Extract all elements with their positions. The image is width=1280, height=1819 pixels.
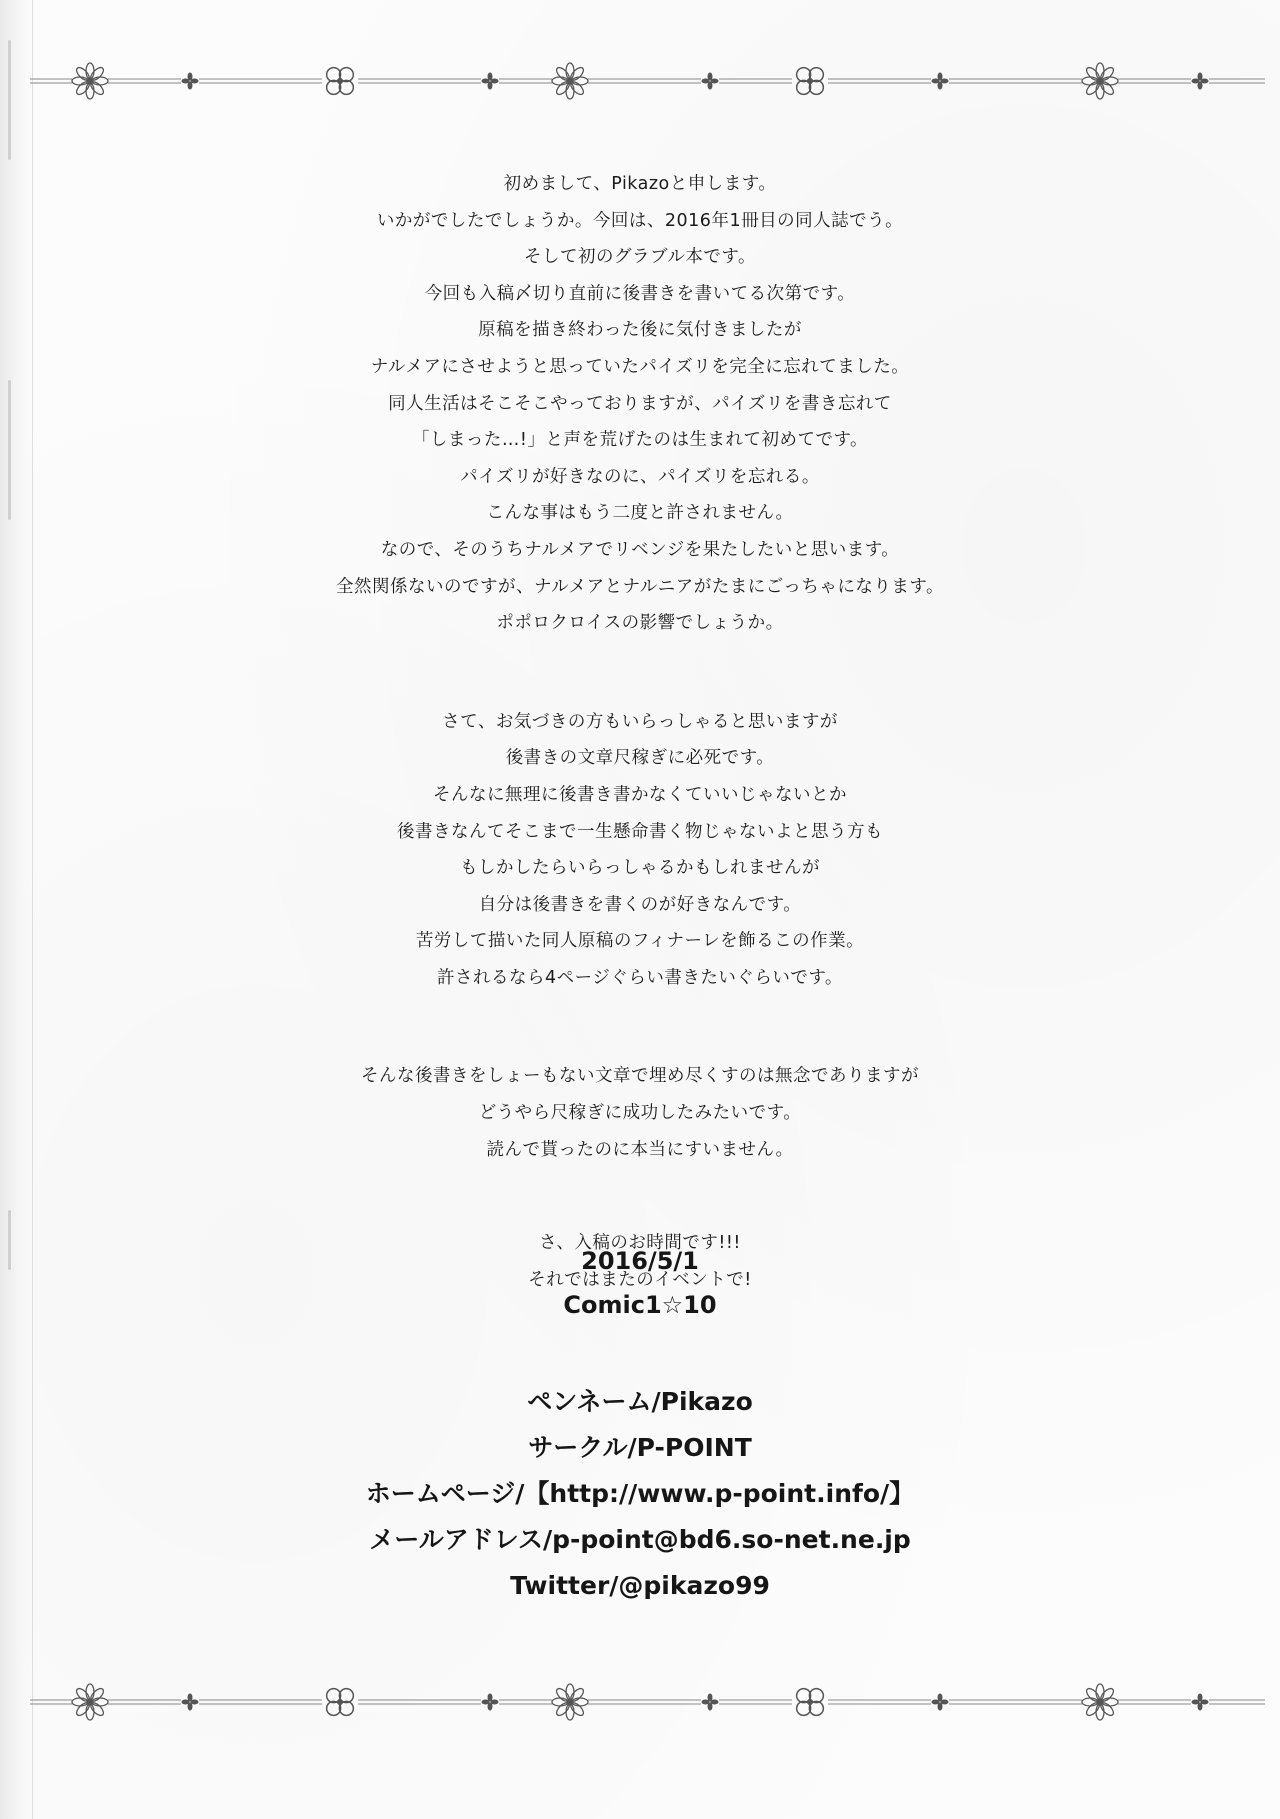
flower-ornament-icon bbox=[72, 1684, 108, 1720]
text-line: 初めまして、Pikazoと申します。 bbox=[503, 174, 777, 194]
text-line: ナルメアにさせようと思っていたパイズリを完全に忘れてました。 bbox=[370, 356, 910, 377]
text-line: そんな後書きをしょーもない文章で埋め尽くすのは無念でありますが bbox=[361, 1066, 919, 1087]
text-line: そんなに無理に後書き書かなくていいじゃないとか bbox=[433, 784, 847, 805]
text-line: そして初のグラブル本です。 bbox=[524, 247, 756, 268]
text-line: 今回も入稿〆切り直前に後書きを書いてる次第です。 bbox=[424, 283, 856, 304]
binding-mark bbox=[8, 40, 11, 160]
text-line: 苦労して描いた同人原稿のフィナーレを飾るこの作業。 bbox=[415, 931, 865, 952]
colophon bbox=[0, 1239, 1280, 1327]
paragraph-spacer bbox=[0, 642, 1280, 704]
text-line: ポポロクロイスの影響でしょうか。 bbox=[496, 613, 784, 634]
paragraph-3 bbox=[0, 1058, 1280, 1168]
dot-ornament-icon bbox=[482, 73, 499, 90]
knot-ornament-icon bbox=[794, 65, 827, 98]
text-line: それではまたのイベントで! bbox=[528, 1269, 752, 1290]
pen-name: ペンネーム/Pikazo bbox=[527, 1387, 753, 1416]
flower-ornament-icon bbox=[1082, 63, 1118, 99]
dot-ornament-icon bbox=[702, 1694, 719, 1711]
text-line: こんな事はもう二度と許されません。 bbox=[486, 503, 794, 524]
homepage-link: ホームページ/【http://www.p-point.info/】 bbox=[365, 1479, 915, 1508]
circle-name: サークル/P-POINT bbox=[528, 1433, 752, 1462]
paragraph-2 bbox=[0, 704, 1280, 997]
knot-ornament-icon bbox=[794, 1686, 827, 1719]
flower-ornament-icon bbox=[30, 59, 1265, 103]
text-line: もしかしたらいらっしゃるかもしれませんが bbox=[460, 858, 820, 879]
text-line: さて、お気づきの方もいらっしゃると思いますが bbox=[442, 711, 838, 732]
text-line: 後書きの文章尺稼ぎに必死です。 bbox=[505, 748, 775, 769]
dot-ornament-icon bbox=[1192, 1694, 1209, 1711]
text-line: さ、入稿のお時間です!!! bbox=[539, 1233, 741, 1254]
dot-ornament-icon bbox=[482, 1694, 499, 1711]
event-name: Comic1☆10 bbox=[563, 1291, 717, 1319]
text-line: 原稿を描き終わった後に気付きましたが bbox=[478, 320, 802, 341]
flower-ornament-icon bbox=[552, 1684, 588, 1720]
dot-ornament-icon bbox=[932, 73, 949, 90]
flower-ornament-icon bbox=[552, 63, 588, 99]
text-line: どうやら尺稼ぎに成功したみたいです。 bbox=[478, 1103, 802, 1124]
flower-ornament-icon bbox=[1082, 1684, 1118, 1720]
email-address: メールアドレス/p-point@bd6.so-net.ne.jp bbox=[369, 1525, 911, 1554]
credits bbox=[0, 1379, 1280, 1609]
dot-ornament-icon bbox=[182, 73, 199, 90]
twitter-handle: Twitter/@pikazo99 bbox=[510, 1571, 770, 1600]
flower-ornament-icon bbox=[30, 1680, 1265, 1724]
text-line: 自分は後書きを書くのが好きなんです。 bbox=[478, 894, 802, 915]
knot-ornament-icon bbox=[324, 1686, 357, 1719]
text-line: 読んで貰ったのに本当にすいません。 bbox=[486, 1139, 794, 1160]
paragraph-spacer bbox=[0, 996, 1280, 1058]
text-line: 後書きなんてそこまで一生懸命書く物じゃないよと思う方も bbox=[397, 821, 883, 842]
text-line: 許されるなら4ページぐらい書きたいぐらいです。 bbox=[437, 967, 843, 988]
text-line: なので、そのうちナルメアでリベンジを果たしたいと思います。 bbox=[380, 539, 900, 560]
dot-ornament-icon bbox=[1192, 73, 1209, 90]
bottom-ornament-rule bbox=[30, 1680, 1265, 1724]
paragraph-spacer bbox=[0, 1168, 1280, 1225]
knot-ornament-icon bbox=[324, 65, 357, 98]
dot-ornament-icon bbox=[702, 73, 719, 90]
publication-date: 2016/5/1 bbox=[581, 1247, 699, 1275]
dot-ornament-icon bbox=[932, 1694, 949, 1711]
text-line: 「しまった…!」と声を荒げたのは生まれて初めてです。 bbox=[411, 430, 869, 451]
text-line: いかがでしたでしょうか。今回は、2016年1冊目の同人誌でう。 bbox=[376, 210, 904, 231]
top-ornament-rule bbox=[30, 59, 1265, 103]
text-line: パイズリが好きなのに、パイズリを忘れる。 bbox=[460, 466, 820, 487]
text-line: 全然関係ないのですが、ナルメアとナルニアがたまにごっちゃになります。 bbox=[336, 576, 944, 597]
flower-ornament-icon bbox=[72, 63, 108, 99]
dot-ornament-icon bbox=[182, 1694, 199, 1711]
text-line: 同人生活はそこそこやっておりますが、パイズリを書き忘れて bbox=[388, 393, 892, 414]
paragraph-1 bbox=[0, 166, 1280, 642]
afterword-text bbox=[0, 166, 1280, 1298]
